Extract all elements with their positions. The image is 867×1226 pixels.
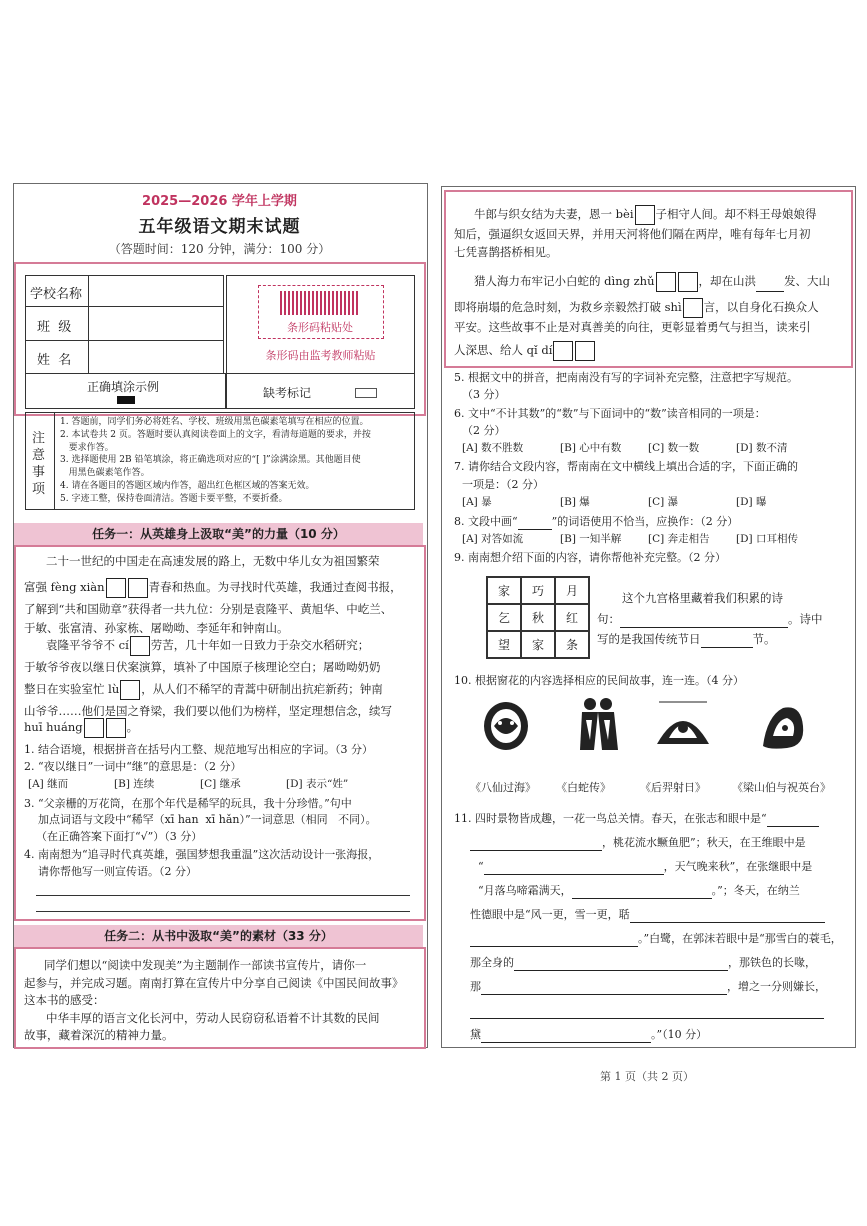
answer-line[interactable] bbox=[36, 911, 410, 912]
option-c[interactable]: [C] 瀑 bbox=[648, 496, 679, 508]
question-6-line2: （2 分） bbox=[462, 424, 506, 437]
school-label: 学校名称 bbox=[30, 287, 83, 302]
answer-box[interactable] bbox=[130, 636, 150, 656]
answer-box[interactable] bbox=[106, 578, 126, 598]
question-5-line2: （3 分） bbox=[462, 388, 506, 401]
class-input-cell[interactable] bbox=[88, 306, 224, 341]
grid-cell: 秋 bbox=[521, 604, 555, 631]
answer-box[interactable] bbox=[683, 298, 703, 318]
question-7-line2: 一项是：（2 分） bbox=[462, 478, 544, 491]
grid-cell: 巧 bbox=[521, 577, 555, 604]
right-p1-line3: 七凭喜鹊搭桥相见。 bbox=[454, 245, 558, 259]
note-item: 1. 答题前，同学们务必将姓名、学校、班级用黑色碳素笔填写在相应的位置。 bbox=[60, 417, 369, 427]
text-segment: 猎人海力布牢记小白蛇的 dìng zhǔ bbox=[474, 274, 655, 288]
text-segment: 性德眼中是“风一更，雪一更，聒 bbox=[470, 908, 630, 921]
question-9-text-line1: 这个九宫格里藏着我们积累的诗 bbox=[622, 591, 783, 605]
barcode-icon bbox=[280, 291, 358, 315]
text-segment: 即将崩塌的危急时刻，为救乡亲毅然打破 shì bbox=[454, 300, 682, 314]
task2-heading: 任务二：从书中汲取“美”的素材（33 分） bbox=[14, 925, 423, 947]
question-6-options bbox=[462, 440, 787, 457]
papercut-archer-icon bbox=[652, 694, 714, 752]
answer-box[interactable] bbox=[120, 680, 140, 700]
pinyin-huihuang: huī huáng bbox=[24, 720, 83, 734]
text-segment: 劳苦，几十年如一日致力于杂交水稻研究； bbox=[150, 638, 370, 652]
exam-year: 2025—2026 学年上学期 bbox=[142, 194, 297, 209]
grid-cell: 望 bbox=[487, 631, 521, 658]
task1-p2-line5: huī huáng 。 bbox=[24, 718, 138, 738]
note-item: 4. 请在各题目的答题区域内作答，超出红色框区域的答案无效。 bbox=[60, 480, 315, 491]
fill-blank[interactable] bbox=[572, 898, 712, 899]
text-segment: 发、大山 bbox=[784, 274, 830, 288]
school-input-cell[interactable] bbox=[88, 275, 224, 307]
answer-box[interactable] bbox=[575, 341, 595, 361]
right-p2-line2 bbox=[454, 298, 819, 318]
task2-intro-line3: 这本书的感受： bbox=[24, 993, 105, 1007]
text-segment: 人深思、给人 qǐ dí bbox=[454, 343, 553, 357]
text-segment: 那 bbox=[470, 980, 481, 993]
question-9-text-line2 bbox=[597, 611, 823, 628]
class-label: 班 级 bbox=[37, 320, 72, 335]
question-10: 10. 根据窗花的内容选择相应的民间故事，连一连。（4 分） bbox=[454, 674, 744, 687]
text-segment: ，那铁色的长喙， bbox=[728, 956, 816, 969]
task2-intro-line1: 同学们想以“阅读中发现美”为主题制作一部读书宣传片，请你一 bbox=[44, 958, 367, 972]
fill-blank[interactable] bbox=[767, 826, 819, 827]
answer-box[interactable] bbox=[553, 341, 573, 361]
text-segment: ，增之一分则嫌长， bbox=[727, 980, 826, 993]
papercut-dragon-icon bbox=[757, 696, 809, 754]
question-4-line1: 4. 南南想为“追寻时代真英雄，强国梦想我重温”这次活动设计一张海报， bbox=[24, 848, 380, 861]
option-d[interactable]: [D] 曝 bbox=[736, 496, 767, 508]
barcode-note: 条形码由监考教师粘贴 bbox=[265, 349, 376, 362]
fill-blank[interactable] bbox=[481, 1042, 651, 1043]
grid-cell: 条 bbox=[555, 631, 589, 658]
option-a[interactable]: [A] 暴 bbox=[462, 496, 492, 508]
option-b[interactable]: [B] 一知半解 bbox=[560, 533, 622, 545]
nine-grid bbox=[486, 576, 590, 659]
absent-label: 缺考标记 bbox=[263, 386, 312, 400]
fill-blank[interactable] bbox=[630, 922, 825, 923]
text-segment: 子相守人间。却不料王母娘娘得 bbox=[655, 207, 817, 221]
option-c[interactable]: [C] 数一数 bbox=[648, 442, 700, 454]
fill-blank[interactable] bbox=[470, 850, 602, 851]
right-p2-line3: 平安。这些故事不止是对真善美的向往，更彰显着勇气与担当，读来引 bbox=[454, 320, 811, 334]
answer-box[interactable] bbox=[678, 272, 698, 292]
question-3-line3: （在正确答案下面打“√”）（3 分） bbox=[36, 830, 203, 843]
text-segment: 写的是我国传统节日 bbox=[597, 632, 701, 646]
question-2-options bbox=[28, 776, 348, 793]
fill-blank[interactable] bbox=[518, 529, 552, 530]
page-footer: 第 1 页（共 2 页） bbox=[600, 1070, 694, 1083]
text-segment: 。”白鹭，在郭沫若眼中是“那雪白的蓑毛， bbox=[638, 932, 842, 945]
task1-heading: 任务一：从英雄身上汲取“美”的力量（10 分） bbox=[14, 523, 423, 545]
question-11-line9 bbox=[470, 1002, 824, 1019]
text-segment: 那全身的 bbox=[470, 956, 514, 969]
question-1: 1. 结合语境，根据拼音在括号内工整、规范地写出相应的字词。（3 分） bbox=[24, 743, 373, 756]
filled-mark-icon bbox=[117, 396, 135, 404]
note-item: 要求作答。 bbox=[60, 442, 114, 453]
right-p1-line1 bbox=[474, 205, 817, 225]
story-options bbox=[470, 779, 831, 796]
text-segment: ，天气晚来秋”，在张继眼中是 bbox=[663, 860, 813, 873]
answer-box[interactable] bbox=[128, 578, 148, 598]
text-segment: ”的词语使用不恰当，应换作：（2 分） bbox=[551, 515, 739, 528]
answer-box[interactable] bbox=[106, 718, 126, 738]
notes-label: 注意事项 bbox=[32, 431, 46, 497]
task1-p2-line1 bbox=[46, 636, 369, 656]
task2-passage-line1: 中华丰厚的语言文化长河中，劳动人民窃窃私语着不计其数的民间 bbox=[46, 1011, 380, 1025]
question-11-line4 bbox=[478, 882, 800, 899]
text-segment: “月落乌啼霜满天， bbox=[478, 884, 572, 897]
papercut-couple-icon bbox=[572, 694, 624, 752]
option-b[interactable]: [B] 连续 bbox=[114, 778, 155, 790]
text-segment: ，却在山洪 bbox=[698, 274, 756, 288]
option-d[interactable]: [D] 表示“姓” bbox=[286, 778, 349, 790]
grid-cell: 红 bbox=[555, 604, 589, 631]
absent-checkbox[interactable] bbox=[355, 388, 377, 398]
option-c[interactable]: [C] 继承 bbox=[200, 778, 241, 790]
option-b[interactable]: [B] 爆 bbox=[560, 496, 590, 508]
fill-example-label: 正确填涂示例 bbox=[87, 380, 160, 394]
grid-cell: 家 bbox=[487, 577, 521, 604]
question-4-line2: 请你帮他写一则宣传语。（2 分） bbox=[38, 865, 197, 878]
task1-p2-line4: 山爷爷……他们是国之脊梁，我们要以他们为榜样，坚定理想信念，续写 bbox=[24, 704, 392, 718]
text-segment: 。”（10 分） bbox=[651, 1028, 708, 1041]
name-label: 姓 名 bbox=[37, 353, 72, 368]
text-segment: 节。 bbox=[752, 632, 776, 646]
question-11-line8 bbox=[470, 978, 826, 995]
note-item: 用黑色碳素笔作答。 bbox=[60, 468, 150, 479]
story-option[interactable]: 《后羿射日》 bbox=[640, 781, 706, 794]
option-c[interactable]: [C] 奔走相告 bbox=[648, 533, 710, 545]
question-11-line6 bbox=[470, 930, 842, 947]
text-segment: 。诗中 bbox=[788, 612, 823, 626]
fill-blank[interactable] bbox=[470, 946, 638, 947]
question-11-line7 bbox=[470, 954, 816, 971]
task1-p1-line3: 了解到“共和国勋章”获得者一共九位：分别是袁隆平、黄旭华、中屹兰、 bbox=[24, 602, 393, 616]
answer-box[interactable] bbox=[656, 272, 676, 292]
fill-blank[interactable] bbox=[514, 970, 728, 971]
question-8-options bbox=[462, 531, 798, 548]
grid-cell: 月 bbox=[555, 577, 589, 604]
fill-blank[interactable] bbox=[620, 627, 788, 628]
answer-box[interactable] bbox=[635, 205, 655, 225]
answer-line[interactable] bbox=[36, 895, 410, 896]
option-d[interactable]: [D] 数不清 bbox=[736, 442, 788, 454]
question-3-line1: 3. “父亲栅的万花筒，在那个年代是稀罕的玩具，我十分珍惜。”句中 bbox=[24, 797, 352, 810]
text-segment: 句： bbox=[597, 612, 620, 626]
fill-blank[interactable] bbox=[470, 1018, 824, 1019]
right-p1-line2: 知后，强逼织女返回天界，并用天河将他们隔在两岸，唯有每年七月初 bbox=[454, 227, 811, 241]
question-11-line1 bbox=[454, 810, 819, 827]
note-item: 3. 选择题使用 2B 铅笔填涂，将正确选项对应的“[ ]”涂满涂黑。其他题目使 bbox=[60, 455, 361, 466]
text-segment: ，桃花流水鳜鱼肥”；秋天，在王维眼中是 bbox=[602, 836, 806, 849]
text-segment: 言，以自身化石换众人 bbox=[703, 300, 819, 314]
text-segment: 整日在实验室忙 lù bbox=[24, 682, 120, 696]
option-a[interactable]: [A] 数不胜数 bbox=[462, 442, 524, 454]
task1-p2-line2: 于敏爷爷夜以继日伏案演算，填补了中国原子核理论空白；屠呦呦奶奶 bbox=[24, 660, 381, 674]
task2-intro-line2: 起参与，并完成习题。南南打算在宣传片中分享自己阅读《中国民间故事》 bbox=[24, 976, 404, 990]
text-segment: 黛 bbox=[470, 1028, 481, 1041]
task1-p1-line2 bbox=[24, 578, 402, 598]
option-a[interactable]: [A] 继而 bbox=[28, 778, 69, 790]
pinyin-fengxian: 富强 fèng xiàn bbox=[24, 580, 105, 594]
name-input-cell[interactable] bbox=[88, 340, 224, 374]
text-segment: 青春和热血。为寻找时代英雄，我通过查阅书报， bbox=[148, 580, 402, 594]
task1-p1-line1: 二十一世纪的中国走在高速发展的路上，无数中华儿女为祖国繁荣 bbox=[46, 554, 380, 568]
question-11-line3 bbox=[478, 858, 812, 875]
question-6-line1: 6. 文中“不计其数”的“数”与下面词中的“数”读音相同的一项是： bbox=[454, 407, 766, 420]
story-option[interactable]: 《梁山伯与祝英台》 bbox=[732, 781, 831, 794]
text-segment: 袁隆平爷爷不 cí bbox=[46, 638, 129, 652]
note-item: 2. 本试卷共 2 页。答题时要认真阅读卷面上的文字，看清每道题的要求，并按 bbox=[60, 429, 371, 440]
question-7-options bbox=[462, 494, 766, 511]
text-segment: 11. 四时景物皆成趣，一花一鸟总关情。春天，在张志和眼中是“ bbox=[454, 812, 767, 825]
grid-cell: 家 bbox=[521, 631, 555, 658]
fill-blank[interactable] bbox=[756, 291, 784, 292]
barcode-label: 条形码粘贴处 bbox=[287, 321, 353, 334]
fill-blank[interactable] bbox=[701, 647, 753, 648]
answer-box[interactable] bbox=[84, 718, 104, 738]
exam-title: 五年级语文期末试题 bbox=[138, 217, 301, 237]
text-segment: ，从人们不稀罕的青蒿中研制出抗疟新药；钟南 bbox=[141, 682, 383, 696]
question-9: 9. 南南想介绍下面的内容，请你帮他补充完整。（2 分） bbox=[454, 551, 726, 564]
story-option[interactable]: 《八仙过海》 bbox=[470, 781, 536, 794]
text-segment: 8. 文段中画“ bbox=[454, 515, 518, 528]
option-b[interactable]: [B] 心中有数 bbox=[560, 442, 622, 454]
grid-cell: 乞 bbox=[487, 604, 521, 631]
story-option[interactable]: 《白蛇传》 bbox=[556, 781, 611, 794]
question-11-line5 bbox=[470, 906, 825, 923]
question-11-line2 bbox=[470, 834, 806, 851]
exam-subtitle: （答题时间：120 分钟，满分：100 分） bbox=[108, 242, 331, 256]
task1-p2-line3 bbox=[24, 680, 383, 700]
option-a[interactable]: [A] 对答如流 bbox=[462, 533, 524, 545]
question-9-text-line3 bbox=[597, 631, 776, 648]
note-item: 5. 字迹工整，保持卷面清洁。答题卡要平整，不要折叠。 bbox=[60, 493, 288, 504]
fill-blank[interactable] bbox=[481, 994, 727, 995]
absent-cell bbox=[226, 373, 415, 409]
notes-list bbox=[60, 416, 371, 506]
papercut-fish-icon bbox=[480, 696, 532, 754]
text-segment: 。”；冬天，在纳兰 bbox=[711, 884, 800, 897]
right-p2-line1 bbox=[474, 272, 830, 292]
text-segment: 牛郎与织女结为夫妻，恩一 bèi bbox=[474, 207, 634, 221]
fill-blank[interactable] bbox=[484, 874, 664, 875]
task1-p1-line4: 于敏、张富清、孙家栋、屠呦呦、李延年和钟南山。 bbox=[24, 621, 289, 635]
task2-passage-line2: 故事，藏着深沉的精神力量。 bbox=[24, 1028, 174, 1042]
question-2: 2. “夜以继日”一词中“继”的意思是：（2 分） bbox=[24, 760, 242, 773]
question-3-line2: 加点词语与文段中“稀罕（xī han xī hǎn）”一词意思（相同 不同）。 bbox=[38, 813, 377, 826]
question-8 bbox=[454, 513, 738, 530]
right-p2-line4 bbox=[454, 341, 596, 361]
question-5-line1: 5. 根据文中的拼音，把南南没有写的字词补充完整，注意把字写规范。 bbox=[454, 371, 798, 384]
question-11-line10 bbox=[470, 1026, 707, 1043]
option-d[interactable]: [D] 口耳相传 bbox=[736, 533, 798, 545]
question-7-line1: 7. 请你结合文段内容，帮南南在文中横线上填出合适的字，下面正确的 bbox=[454, 460, 798, 473]
text-segment: “ bbox=[478, 860, 484, 873]
